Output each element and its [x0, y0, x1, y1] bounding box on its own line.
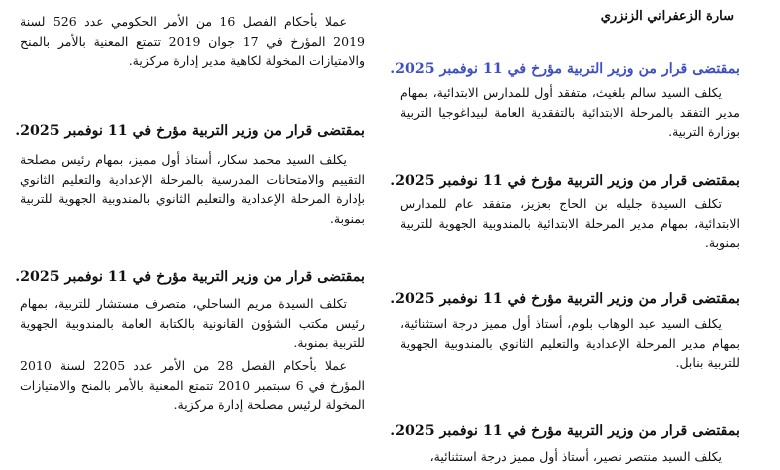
- section-heading: بمقتضى قرار من وزير التربية مؤرخ في 11 نوفمبر 2025.: [390, 291, 740, 307]
- section-body: يكلف السيد محمد سكار، أستاذ أول مميز، بمهام رئيس مصلحة التقييم والامتحانات المدرسية بالمرحلة الإعدادية والتعليم الثانوي بإدارة المرحلة الإعدادية والتعليم الثانوي بالمندوبية الجهوية للتربية بمنوبة.: [20, 152, 365, 226]
- section-body: يكلف السيد منتصر نصير، أستاذ أول مميز درجة استثنائية،: [429, 449, 722, 464]
- section-body: يكلف السيد سالم بلغيث، متفقد أول للمدارس الابتدائية، بمهام مدير التفقد بالمرحلة الابتدائية بالتفقدية العامة لبيداغوجيا التربية بوزارة التربية.: [400, 85, 740, 139]
- right-column: [390, 0, 740, 470]
- left-column: [15, 0, 365, 470]
- section-heading: بمقتضى قرار من وزير التربية مؤرخ في 11 نوفمبر 2025.: [15, 123, 365, 139]
- signatory-name: سارة الزعفراني الزنزري: [600, 9, 734, 24]
- section-body: تكلف السيدة جليله بن الحاج بعزيز، متفقد عام للمدارس الابتدائية، بمهام مدير المرحلة الابتدائية بالمندوبية الجهوية للتربية بمنوبة.: [400, 196, 740, 250]
- section-heading: بمقتضى قرار من وزير التربية مؤرخ في 11 نوفمبر 2025.: [390, 423, 740, 439]
- intro-paragraph: عملا بأحكام الفصل 16 من الأمر الحكومي عدد 526 لسنة 2019 المؤرخ في 17 جوان 2019 تتمتع المعنية بالأمر بالمنح والامتيازات المخولة لكاهية مدير إدارة مركزية.: [20, 14, 365, 68]
- section-heading: بمقتضى قرار من وزير التربية مؤرخ في 11 نوفمبر 2025.: [15, 269, 365, 285]
- section-body: تكلف السيدة مريم الساحلي، متصرف مستشار للتربية، بمهام رئيس مكتب الشؤون القانونية بالكتابة العامة بالمندوبية الجهوية للتربية بمنوبة.: [20, 296, 365, 350]
- section-heading: بمقتضى قرار من وزير التربية مؤرخ في 11 نوفمبر 2025.: [390, 61, 740, 77]
- section-heading: بمقتضى قرار من وزير التربية مؤرخ في 11 نوفمبر 2025.: [390, 173, 740, 189]
- section-body: يكلف السيد عبد الوهاب بلوم، أستاذ أول مميز درجة استثنائية، بمهام مدير المرحلة الإعدادية والتعليم الثانوي بالمندوبية الجهوية للتربية بنابل.: [400, 316, 740, 370]
- section-body-continued: عملا بأحكام الفصل 28 من الأمر عدد 2205 لسنة 2010 المؤرخ في 6 سبتمبر 2010 تتمتع المعنية بالأمر بالمنح والامتيازات المخولة لرئيس مصلحة إدارة مركزية.: [20, 358, 365, 412]
